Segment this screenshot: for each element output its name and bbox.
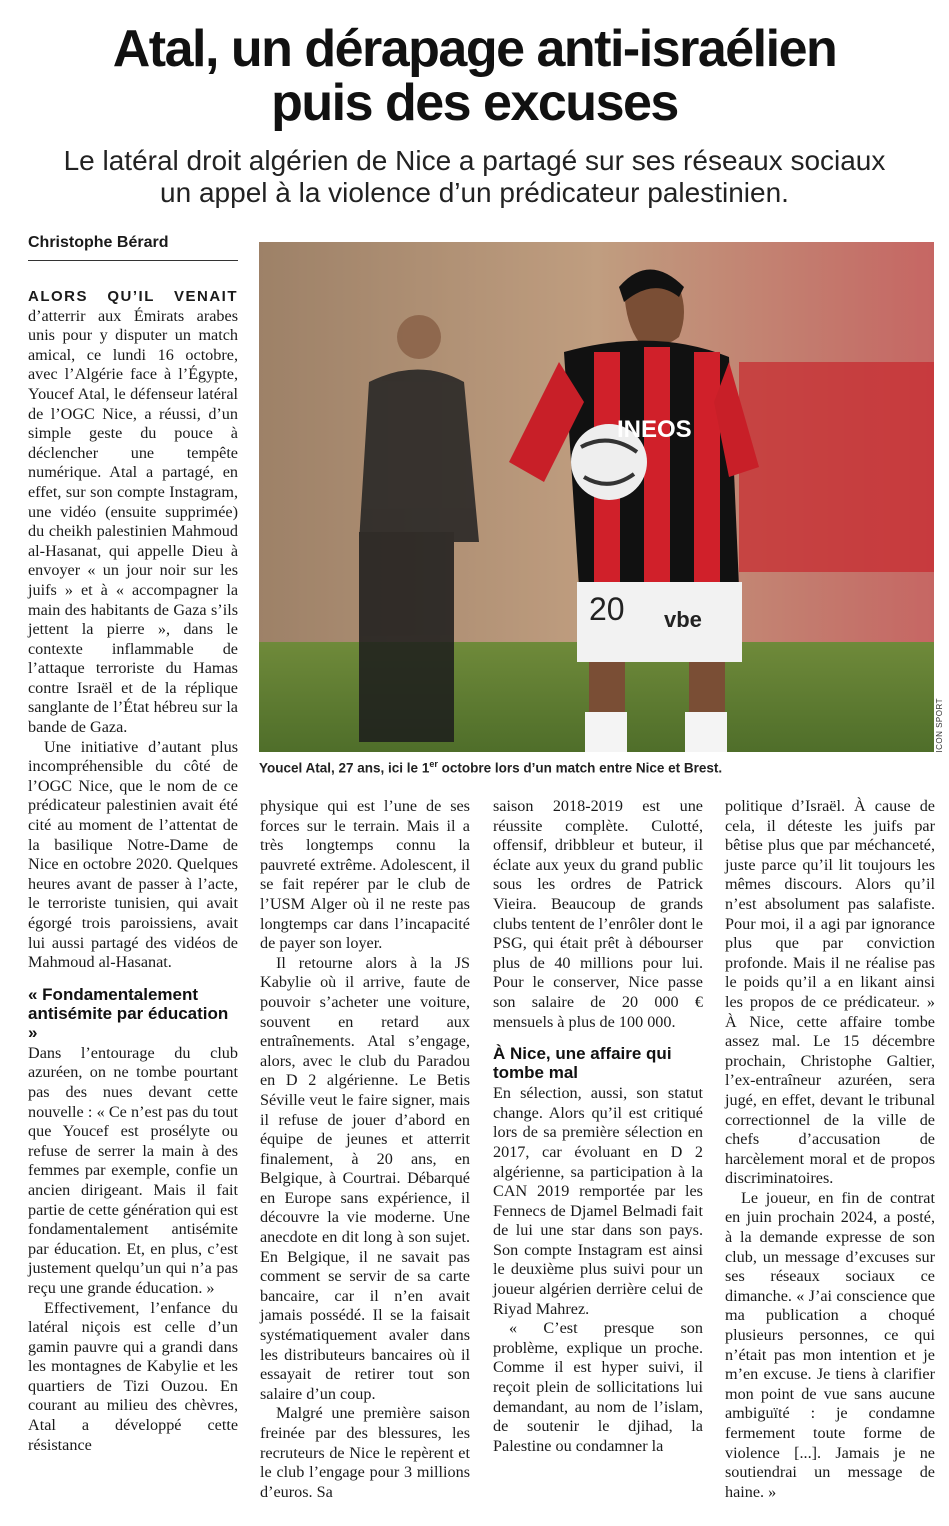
paragraph-5: Il retourne alors à la JS Kabylie où il arrive, faute de pouvoir s’acheter une voiture, souvent en retard aux entraînements. Atal s’engage, alors, avec le club du Paradou en D 2 algérienne. Le Betis Séville veut le faire signer, mais il refuse de jouer d’abord en équipe de jeunes et atterrit finalement, à 20 ans, en Belgique, à Courtrai. Débarqué en Europe sans expérience, il découvre la vie moderne. Une anecdote en dit long à son sujet. En Belgique, il ne savait pas comment se servir de sa carte bancaire, car il n’en avait jamais possédé. Il se la faisait systématiquement avaler dans les distributeurs bancaires où il essayait de retirer tout son salaire d’un coup. [260, 953, 470, 1403]
lead-in: ALORS QU’IL VENAIT [28, 288, 238, 305]
deck-line-1: Le latéral droit algérien de Nice a partagé sur ses réseaux sociaux [63, 145, 886, 176]
paragraph-6b: saison 2018-2019 est une réussite complète. Culotté, offensif, dribbleur et buteur, il éclate aux yeux du grand public sous les ordres de Patrick Vieira. Beaucoup de grands clubs tentent de l’enrôler dont le PSG, qui était prêt à débourser plus de 40 millions pour lui. Pour le conserver, Nice passe son salaire de 20 000 € mensuels à plus de 100 000. [493, 797, 703, 1031]
paragraph-1-text: d’atterrir aux Émirats arabes unis pour y disputer un match amical, ce lundi 16 octobre, avec l’Algérie face à l’Égypte, Youcef Atal, le défenseur latéral de l’OGC Nice, a réussi, d’un simple geste du pouce à déclencher une tempête numérique. Atal a partagé, en effet, sur son compte Instagram, une vidéo (ensuite supprimée) du cheikh palestinien Mahmoud al-Hasanat, qui appelle Dieu à envoyer « un jour noir sur les juifs » et à « accompagner la main des habitants de Gaza s’ils jettent la pierre », dans le contexte inflammable de l’attaque terroriste du Hamas contre Israël et de la réplique sanglante de l’État hébreu sur la bande de Gaza. [28, 306, 238, 737]
article-column-1 [28, 287, 238, 1455]
intertitle-2: À Nice, une affaire qui tombe mal [493, 1044, 672, 1083]
photo-illustration [259, 242, 934, 752]
article-column-4 [725, 797, 935, 1502]
photo-credit: ICON SPORT [935, 698, 944, 753]
paragraph-6a: Malgré une première saison freinée par des blessures, les recruteurs de Nice le repèrent et le club l’engage pour 3 millions d’euros. Sa [260, 1404, 470, 1501]
paragraph-4a: Effectivement, l’enfance du latéral niçois est celle d’un gamin pauvre qui a grandi dans les montagnes de Kabylie et les quartiers de Tizi Ouzou. En courant au milieu des chèvres, Atal a développé cette résistance [28, 1298, 238, 1454]
intertitle-1: « Fondamentalement antisémite par éducation » [28, 984, 229, 1042]
paragraph-8b: politique d’Israël. À cause de cela, il déteste les juifs par bêtise plus que par méchanceté, juste parce qu’il lit toujours les mêmes discours. Alors qu’il n’est absolument pas salafiste. Pour moi, il a agi par ignorance plus que par conviction profonde. Mais il ne réalise pas le poids qu’il a en likant ainsi les propos de ce prédicateur. » À Nice, cette affaire tombe assez mal. Le 15 décembre prochain, Christophe Galtier, l’ex-entraîneur azuréen, sera jugé, en effet, devant le tribunal correctionnel de la ville de chefs d’accusation de harcèlement moral et de propos discriminatoires. [725, 797, 935, 1188]
caption-part-b: octobre lors d’un match entre Nice et Brest. [437, 760, 723, 776]
shorts-sponsor: vbe [664, 607, 702, 632]
headline-line-2: puis des excuses [271, 74, 678, 132]
article-photo [259, 242, 934, 752]
jersey-sponsor: INEOS [617, 416, 692, 443]
photo-caption [259, 759, 939, 776]
article-column-3 [493, 797, 703, 1456]
paragraph-1 [28, 287, 238, 738]
paragraph-3: Dans l’entourage du club azuréen, on ne tombe pourtant pas des nues devant cette nouvelle : « Ce n’est pas du tout que Youcef est prosélyte ou refuse de serrer la main à des femmes par exemple, confie un ancien dirigeant. Mais il fait partie de cette génération qui est fondamentalement antisémite par éducation. Et, en plus, c’est justement quelqu’un qui n’a pas reçu une grande éducation. » [28, 1043, 238, 1297]
deck-line-2: un appel à la violence d’un prédicateur palestinien. [160, 177, 789, 208]
paragraph-2: Une initiative d’autant plus incompréhensible du côté de l’OGC Nice, que le nom de ce prédicateur palestinien avait été cité au moment de l’attentat de la basilique Notre-Dame de Nice en octobre 2020. Quelques heures avant de passer à l’acte, le terroriste tunisien, qui avait égorgé trois paroissiens, avait lui aussi partagé des vidéos de Mahmoud al-Hasanat. [28, 737, 238, 972]
headline [0, 22, 949, 130]
paragraph-4b: physique qui est l’une de ses forces sur le terrain. Mais il a très longtemps connu la pauvreté extrême. Adolescent, il se fait repérer par le club de l’USM Alger où il ne reste pas longtemps car dans l’incapacité de payer son loyer. [260, 797, 470, 953]
paragraph-9: Le joueur, en fin de contrat en juin prochain 2024, a posté, à la demande expresse de son club, un message d’excuses sur ses réseaux sociaux ce dimanche. « J’ai conscience que ma publication a choqué plusieurs personnes, ce qui n’était pas mon intention et je m’en excuse. Je tiens à clarifier mon point de vue sans aucune ambiguïté : je condamne fermement toute forme de violence [...]. Jamais je ne soutiendrai un message de haine. » [725, 1188, 935, 1501]
caption-part-a: Youcel Atal, 27 ans, ici le 1 [259, 760, 430, 776]
paragraph-7: En sélection, aussi, son statut change. Alors qu’il est critiqué lors de sa première sélection en 2017, car évoluant en D 2 algérienne, sa participation à la CAN 2019 remportée par les Fennecs de Djamel Belmadi fait de lui une star dans son pays. Son compte Instagram est ainsi le deuxième plus suivi pour un joueur algérien derrière celui de Riyad Mahrez. [493, 1084, 703, 1318]
shorts-number: 20 [589, 591, 625, 627]
caption-superscript: er [429, 759, 438, 769]
paragraph-8a: « C’est presque son problème, explique un proche. Comme il est hyper suivi, il reçoit plein de sollicitations lui demandant, au nom de l’islam, de soutenir le djihad, la Palestine ou condamner la [493, 1319, 703, 1455]
byline: Christophe Bérard [28, 234, 238, 261]
headline-line-1: Atal, un dérapage anti-israélien [112, 20, 837, 78]
article-column-2 [260, 797, 470, 1502]
deck [0, 145, 949, 209]
